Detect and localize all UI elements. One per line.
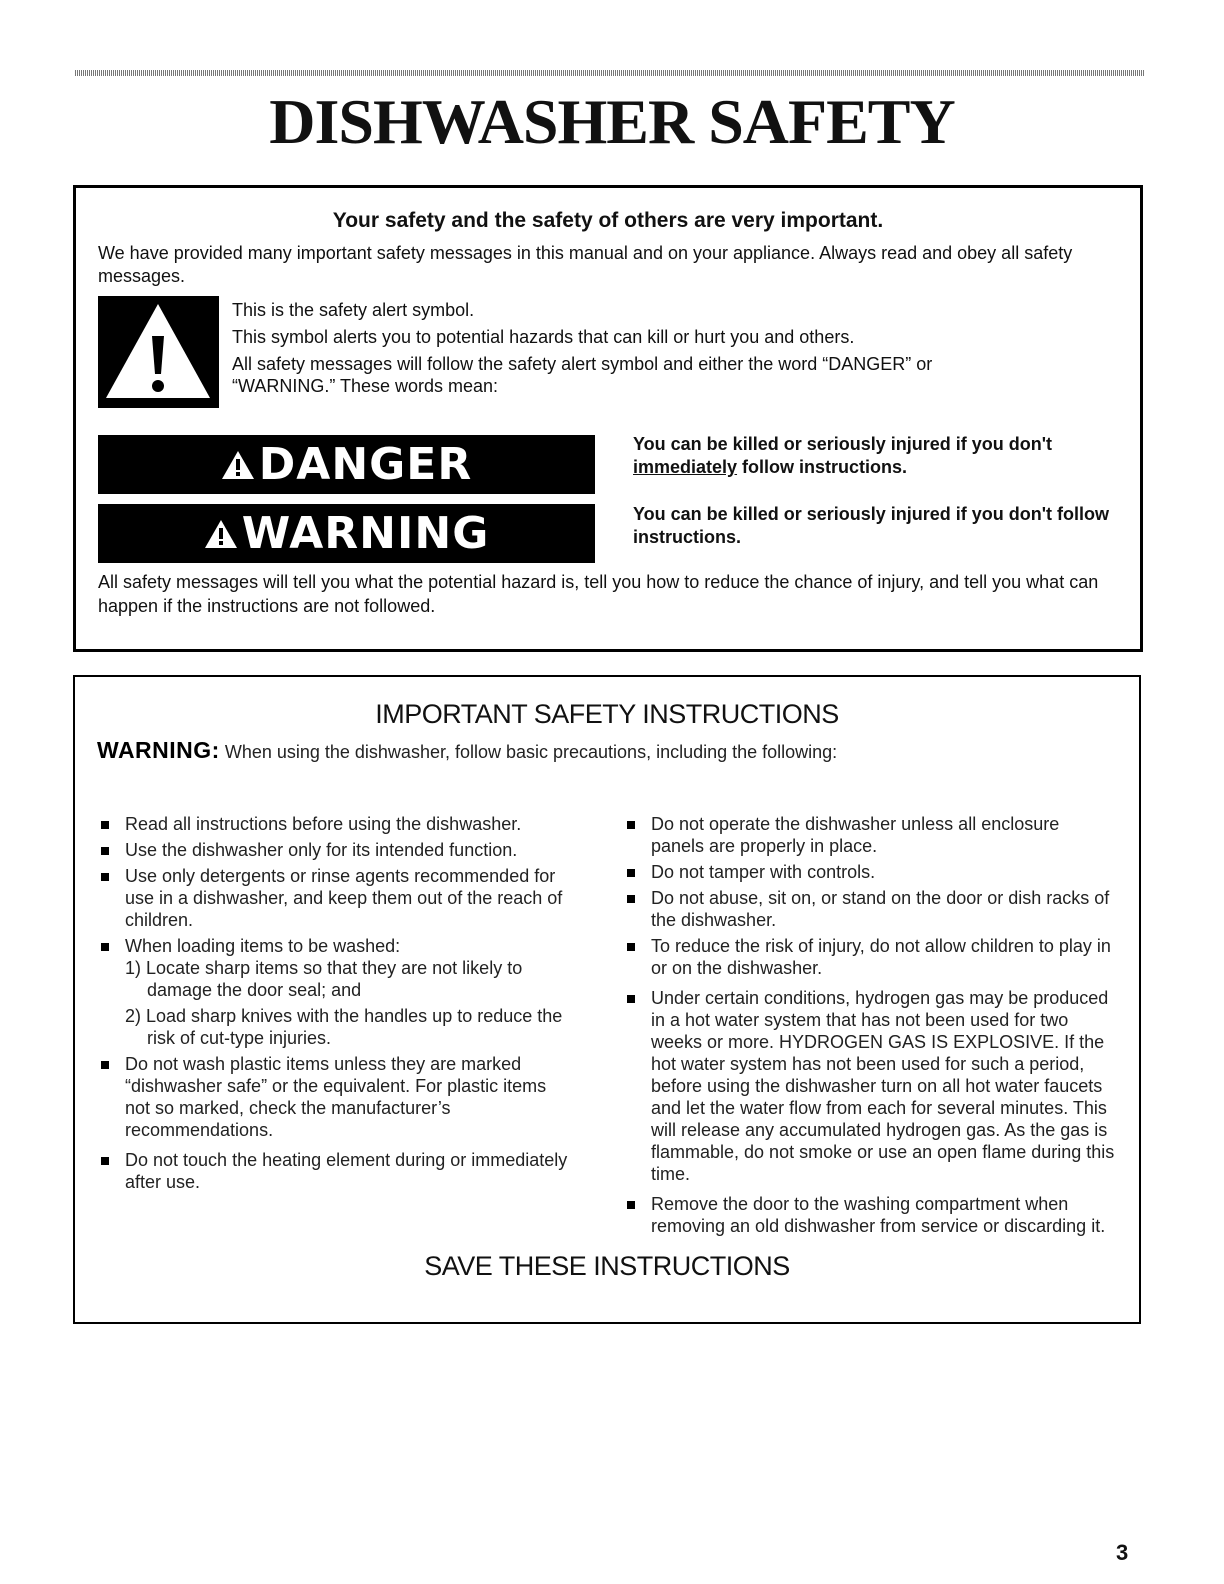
list-item: Under certain conditions, hydrogen gas may be produced in a hot water system that has not been used for two weeks or more. HYDROGEN GAS IS EXPLOSIVE. If the hot water system has not been used for such a period, before using the dishwasher turn on all hot water faucets and let the water flow from each for several minutes. This will release any accumulated hydrogen gas. As the gas is flammable, do not smoke or use an open flame during this time. — [625, 987, 1115, 1185]
danger-text-end: follow instructions. — [737, 457, 908, 477]
list-item: Do not operate the dishwasher unless all enclosure panels are properly in place. — [625, 813, 1115, 857]
instructions-left-column — [99, 813, 569, 1197]
list-item: Remove the door to the washing compartment when removing an old dishwasher from service or discarding it. — [625, 1193, 1115, 1237]
list-item: Use only detergents or rinse agents recommended for use in a dishwasher, and keep them out of the reach of children. — [99, 865, 569, 931]
instructions-warning-label: WARNING: — [97, 737, 220, 763]
safety-heading: Your safety and the safety of others are very important. — [332, 209, 884, 232]
list-item-text: When loading items to be washed: — [125, 936, 401, 956]
alert-line: All safety messages will follow the safety alert symbol and either the word “DANGER” or “WARNING.” These words mean: — [232, 354, 933, 396]
list-item: Do not abuse, sit on, or stand on the door or dish racks of the dishwasher. — [625, 887, 1115, 931]
list-item: Read all instructions before using the dishwasher. — [99, 813, 569, 835]
instructions-warning-text: When using the dishwasher, follow basic precautions, including the following: — [219, 742, 838, 762]
warning-label: WARNING — [241, 508, 490, 559]
danger-text: You can be killed or seriously injured if you don't — [633, 434, 1053, 454]
list-item: Do not tamper with controls. — [625, 861, 1115, 883]
warning-meaning: You can be killed or seriously injured if you don't follow instructions. — [633, 504, 1109, 547]
alert-line: This symbol alerts you to potential hazards that can kill or hurt you and others. — [232, 327, 855, 347]
safety-intro: We have provided many important safety messages in this manual and on your appliance. Always read and obey all safety messages. — [98, 243, 1073, 286]
safety-message-box — [73, 185, 1143, 652]
instructions-right-column — [625, 813, 1115, 1241]
instructions-warning — [97, 737, 837, 764]
safety-closing: All safety messages will tell you what the potential hazard is, tell you how to reduce the chance of injury, and tell you what can happen if the instructions are not followed. — [98, 572, 1099, 616]
list-item-loading — [99, 935, 569, 1049]
sub-item: 1) Locate sharp items so that they are not likely to damage the door seal; and — [125, 958, 523, 1000]
danger-signal-banner — [98, 435, 595, 494]
important-instructions-box — [73, 675, 1141, 1324]
top-dotted-rule — [75, 70, 1145, 76]
list-item: Do not wash plastic items unless they are marked “dishwasher safe” or the equivalent. For plastic items not so marked, check the manufacturer’s recommendations. — [99, 1053, 569, 1141]
danger-meaning — [633, 433, 1123, 479]
warning-triangle-icon — [204, 519, 238, 549]
instructions-heading: IMPORTANT SAFETY INSTRUCTIONS — [375, 699, 839, 729]
page-number: 3 — [1116, 1540, 1129, 1565]
warning-signal-banner — [98, 504, 595, 563]
save-instructions: SAVE THESE INSTRUCTIONS — [424, 1251, 790, 1281]
danger-label: DANGER — [258, 439, 473, 490]
safety-alert-icon — [98, 296, 219, 408]
page-title: DISHWASHER SAFETY — [269, 86, 955, 157]
alert-symbol-explanation — [232, 299, 1032, 402]
alert-line: This is the safety alert symbol. — [232, 300, 475, 320]
danger-text-emphasis: immediately — [633, 457, 738, 477]
list-item: To reduce the risk of injury, do not allow children to play in or on the dishwasher. — [625, 935, 1115, 979]
list-item: Use the dishwasher only for its intended function. — [99, 839, 569, 861]
list-item: Do not touch the heating element during or immediately after use. — [99, 1149, 569, 1193]
sub-item: 2) Load sharp knives with the handles up to reduce the risk of cut-type injuries. — [125, 1006, 563, 1048]
warning-triangle-icon — [221, 450, 255, 480]
